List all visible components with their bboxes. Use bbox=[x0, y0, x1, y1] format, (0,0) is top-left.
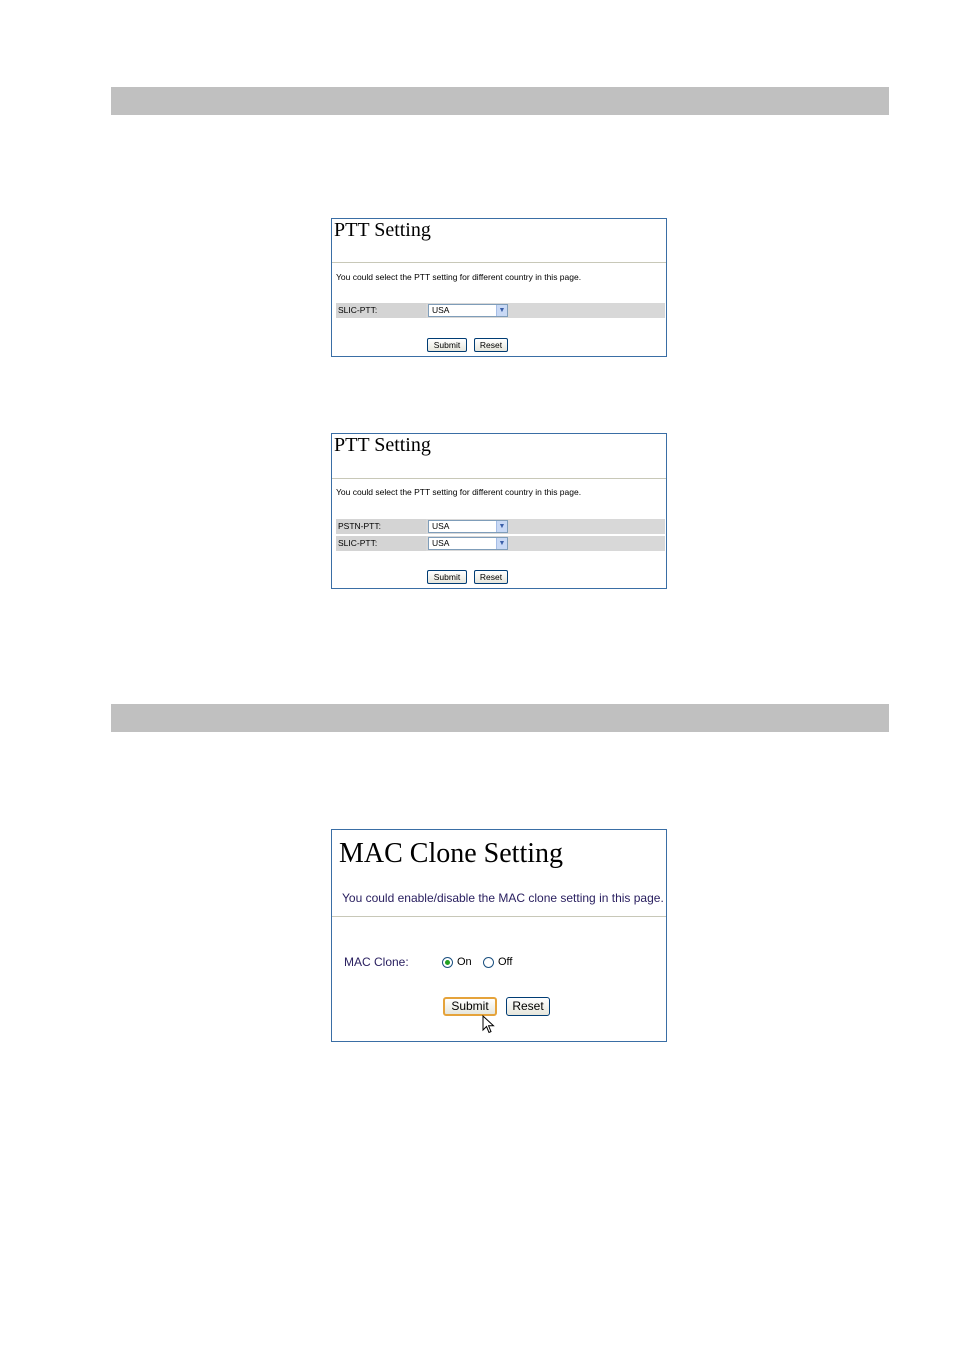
row-value-cell bbox=[426, 303, 665, 318]
radio-selected-dot bbox=[445, 960, 450, 965]
mouse-pointer-icon bbox=[482, 1015, 496, 1035]
chevron-down-icon[interactable]: ▼ bbox=[496, 305, 507, 316]
chevron-down-icon[interactable]: ▼ bbox=[496, 521, 507, 532]
reset-button[interactable]: Reset bbox=[474, 570, 508, 584]
ptt-setting-panel-dual bbox=[331, 433, 667, 589]
setting-row-slic-ptt bbox=[336, 536, 665, 551]
row-label: PSTN-PTT: bbox=[336, 519, 424, 534]
mac-clone-setting-panel bbox=[331, 829, 667, 1042]
divider bbox=[332, 478, 666, 479]
slic-ptt-select[interactable] bbox=[428, 304, 508, 317]
page-description: You could select the PTT setting for different country in this page. bbox=[336, 272, 582, 282]
row-label: SLIC-PTT: bbox=[336, 536, 424, 551]
setting-row-pstn-ptt bbox=[336, 519, 665, 534]
radio-label-on[interactable]: On bbox=[457, 956, 472, 968]
setting-row-slic-ptt bbox=[336, 303, 665, 318]
submit-button[interactable]: Submit bbox=[443, 997, 497, 1016]
reset-button[interactable]: Reset bbox=[506, 997, 550, 1016]
select-value: USA bbox=[432, 521, 450, 531]
chevron-down-icon[interactable]: ▼ bbox=[496, 538, 507, 549]
page-title: PTT Setting bbox=[334, 434, 431, 456]
row-label: SLIC-PTT: bbox=[336, 303, 424, 318]
page-title: MAC Clone Setting bbox=[339, 838, 564, 869]
submit-button[interactable]: Submit bbox=[427, 570, 467, 584]
radio-label-off[interactable]: Off bbox=[498, 956, 513, 968]
ptt-setting-panel-single bbox=[331, 218, 667, 357]
divider bbox=[332, 916, 666, 917]
row-value-cell bbox=[426, 519, 665, 534]
select-value: USA bbox=[432, 538, 450, 548]
mac-clone-label: MAC Clone: bbox=[344, 955, 409, 969]
reset-button[interactable]: Reset bbox=[474, 338, 508, 352]
page-description: You could enable/disable the MAC clone setting in this page. bbox=[342, 891, 664, 905]
section-header-bar bbox=[111, 704, 889, 732]
section-header-bar bbox=[111, 87, 889, 115]
select-value: USA bbox=[432, 305, 450, 315]
row-value-cell bbox=[426, 536, 665, 551]
mac-clone-off-radio[interactable] bbox=[483, 957, 494, 968]
mac-clone-on-radio[interactable] bbox=[442, 957, 453, 968]
divider bbox=[332, 262, 666, 263]
pstn-ptt-select[interactable] bbox=[428, 520, 508, 533]
page-description: You could select the PTT setting for different country in this page. bbox=[336, 487, 582, 497]
submit-button[interactable]: Submit bbox=[427, 338, 467, 352]
slic-ptt-select[interactable] bbox=[428, 537, 508, 550]
page-title: PTT Setting bbox=[334, 219, 431, 241]
